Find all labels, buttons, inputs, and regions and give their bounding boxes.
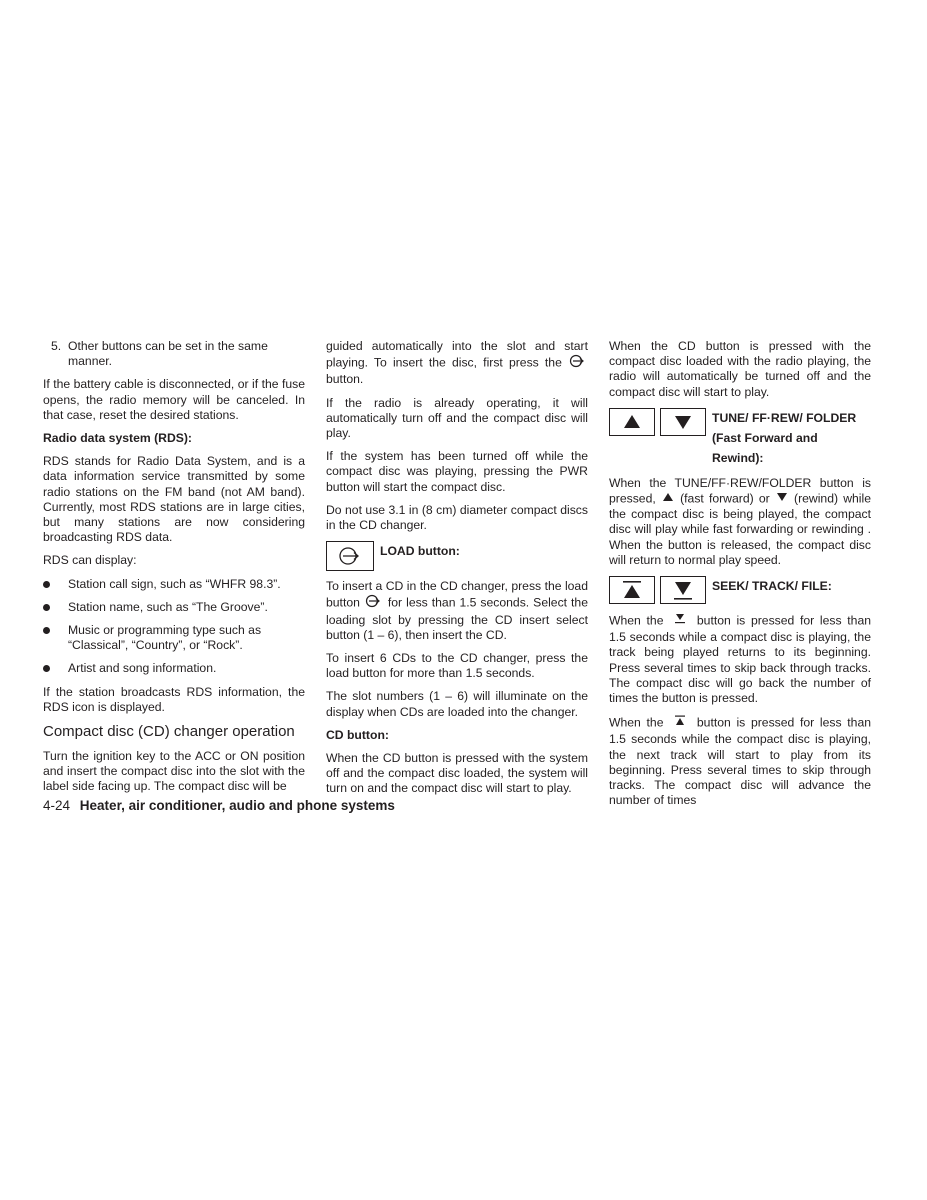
- tune-heading-row: [609, 408, 871, 468]
- bullet-icon: [43, 665, 50, 672]
- rds-icon-paragraph: If the station broadcasts RDS information, the RDS icon is displayed.: [43, 684, 305, 714]
- bullet-text: Music or programming type such as “Classical”, “Country”, or “Rock”.: [68, 623, 262, 653]
- page-footer: [43, 798, 395, 813]
- column-3: [609, 339, 871, 816]
- insert-six-paragraph: To insert 6 CDs to the CD changer, press the load button for more than 1.5 seconds.: [326, 651, 588, 681]
- load-button-illustration: [326, 541, 374, 571]
- rds-can-display: RDS can display:: [43, 553, 137, 568]
- tune-up-button-illustration: [609, 408, 655, 436]
- tune-paragraph: When the TUNE/FF·REW/FOLDER button is pressed, (fast forward) or (rewind) while the compact disc is being played, the compact disc will play while fast forwarding or rewinding . When the button is released, the compact disc will return to normal play speed.: [609, 475, 871, 567]
- list-text: Other buttons can be set in the same manner.: [68, 339, 268, 369]
- load-button-heading-row: [326, 541, 588, 571]
- ignition-paragraph: Turn the ignition key to the ACC or ON position and insert the compact disc into the slot with the label side facing up. The compact disc will be: [43, 749, 305, 794]
- chapter-title: Heater, air conditioner, audio and phone systems: [79, 798, 395, 813]
- tune-down-button-illustration: [660, 408, 706, 436]
- page-number: 4-24: [43, 798, 71, 813]
- tune-heading: TUNE/ FF·REW/ FOLDER (Fast Forward and Rewind):: [712, 410, 857, 465]
- battery-paragraph: If the battery cable is disconnected, or if the fuse opens, the radio memory will be canceled. In that case, reset the desired stations.: [43, 377, 305, 422]
- list-item-5: [43, 339, 305, 369]
- seek-heading: SEEK/ TRACK/ FILE:: [712, 579, 832, 594]
- bullet-icon: [43, 581, 50, 588]
- rds-heading: Radio data system (RDS):: [43, 431, 192, 446]
- bullet-text: Station name, such as “The Groove”.: [68, 599, 268, 614]
- cd-button-heading: CD button:: [326, 727, 389, 742]
- bullet-item: [43, 600, 305, 615]
- rds-paragraph: RDS stands for Radio Data System, and is a data information service transmitted by some radio stations on the FM band (not AM band). Currently, most RDS stations are in large cities, but many stations are now considering broadcasting RDS data.: [43, 454, 305, 545]
- load-icon: [568, 354, 588, 372]
- seek-up-icon: [669, 714, 691, 732]
- cd-button-paragraph: When the CD button is pressed with the system off and the compact disc loaded, the system will turn on and the compact disc will start to play.: [326, 751, 588, 796]
- guided-paragraph: guided automatically into the slot and start playing. To insert the disc, first press the button.: [326, 339, 588, 387]
- load-heading: LOAD button:: [380, 544, 460, 559]
- bullet-item: [43, 623, 305, 653]
- bullet-text: Station call sign, such as “WHFR 98.3”.: [68, 576, 281, 591]
- system-off-paragraph: If the system has been turned off while the compact disc was playing, pressing the PWR button will start the compact disc.: [326, 449, 588, 494]
- bullet-item: [43, 661, 305, 676]
- load-icon: [364, 594, 384, 612]
- seek-up-button-illustration: [609, 576, 655, 604]
- bullet-icon: [43, 627, 50, 634]
- cd-radio-paragraph: When the CD button is pressed with the compact disc loaded with the radio playing, the radio will automatically be turned off and the compact disc will start to play.: [609, 339, 871, 399]
- triangle-down-icon: [775, 491, 789, 507]
- seek-down-icon: [669, 612, 691, 630]
- bullet-icon: [43, 604, 50, 611]
- column-2: [326, 339, 588, 805]
- no-small-disc-paragraph: Do not use 3.1 in (8 cm) diameter compact discs in the CD changer.: [326, 502, 588, 533]
- bullet-item: [43, 577, 305, 592]
- column-1: [43, 339, 305, 803]
- seek-up-paragraph: When the button is pressed for less than 1.5 seconds while the compact disc is playing, the next track will start to play from its beginning. Press several times to skip through tracks. The compact disc will advance the number of times: [609, 715, 872, 808]
- bullet-text: Artist and song information.: [68, 661, 217, 676]
- insert-cd-paragraph: To insert a CD in the CD changer, press the load button for less than 1.5 seconds. Select the loading slot by pressing the CD insert select button (1 – 6), then insert the CD.: [326, 579, 588, 642]
- radio-operating-paragraph: If the radio is already operating, it will automatically turn off and the compact disc will play.: [326, 395, 588, 441]
- seek-heading-row: [609, 576, 871, 604]
- slot-numbers-paragraph: The slot numbers (1 – 6) will illuminate on the display when CDs are loaded into the changer.: [326, 689, 588, 719]
- triangle-up-icon: [661, 491, 675, 507]
- seek-down-paragraph: When the button is pressed for less than 1.5 seconds while a compact disc is playing, the track being played returns to its beginning. Press several times to skip back through tracks. The compact disc will go back the number of times the button is pressed.: [609, 613, 872, 706]
- cd-changer-section-title: Compact disc (CD) changer operation: [43, 723, 295, 741]
- seek-down-button-illustration: [660, 576, 706, 604]
- list-number: 5.: [51, 339, 62, 353]
